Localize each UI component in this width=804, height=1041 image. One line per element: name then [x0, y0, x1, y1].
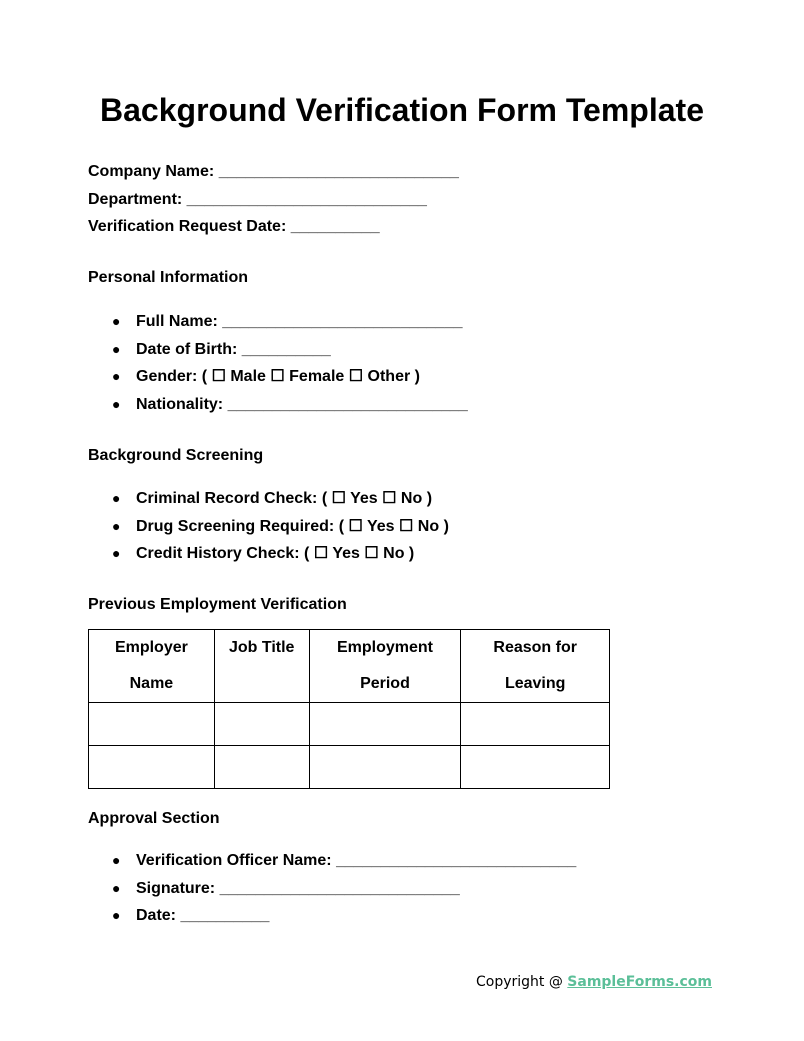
- personal-information-heading: Personal Information: [88, 269, 249, 286]
- page-title: Background Verification Form Template: [100, 92, 704, 128]
- employment-verification-heading: Previous Employment Verification: [88, 596, 347, 613]
- full-name-field: Full Name: ___________________________: [136, 313, 463, 330]
- table-cell[interactable]: [461, 746, 610, 789]
- list-item: [88, 308, 468, 336]
- background-screening-heading: Background Screening: [88, 447, 264, 464]
- bullet-icon: ●: [112, 852, 121, 868]
- criminal-record-check-field: Criminal Record Check: ( ☐ Yes ☐ No ): [136, 490, 433, 507]
- credit-history-check-field: Credit History Check: ( ☐ Yes ☐ No ): [136, 545, 415, 562]
- bullet-icon: ●: [112, 490, 121, 506]
- list-item: [88, 847, 576, 875]
- table-header-row: [89, 630, 610, 703]
- list-item: [88, 902, 576, 930]
- personal-information-list: [88, 308, 468, 418]
- table-cell[interactable]: [89, 703, 215, 746]
- signature-field: Signature: ___________________________: [136, 879, 460, 897]
- copyright-text: Copyright @: [475, 974, 568, 990]
- table-cell[interactable]: [309, 703, 461, 746]
- list-item: [88, 513, 449, 541]
- list-item: [88, 485, 449, 513]
- bullet-icon: ●: [112, 368, 121, 384]
- column-header-employer-name: Employer Name: [89, 630, 215, 703]
- nationality-field: Nationality: ___________________________: [136, 395, 468, 413]
- approval-section-list: [88, 847, 576, 930]
- bullet-icon: ●: [112, 545, 121, 561]
- sampleforms-link[interactable]: SampleForms.com: [567, 974, 712, 990]
- copyright-footer: [476, 970, 712, 994]
- bullet-icon: ●: [112, 517, 121, 534]
- list-item: [88, 391, 468, 419]
- verification-officer-name-field: Verification Officer Name: ___________________________: [136, 852, 577, 869]
- table-cell[interactable]: [214, 746, 309, 789]
- bullet-icon: ●: [112, 340, 121, 357]
- date-of-birth-field: Date of Birth: __________: [136, 340, 331, 358]
- approval-section-heading: Approval Section: [88, 810, 220, 827]
- column-header-job-title: Job Title: [214, 630, 309, 703]
- table-cell[interactable]: [89, 746, 215, 789]
- header-fields: [88, 158, 459, 241]
- list-item: [88, 336, 468, 364]
- gender-field: Gender: ( ☐ Male ☐ Female ☐ Other ): [136, 368, 420, 385]
- bullet-icon: ●: [112, 313, 121, 329]
- list-item: [88, 363, 468, 391]
- department-field: Department: ___________________________: [88, 190, 427, 208]
- employment-table: [88, 629, 610, 789]
- table-row: [89, 703, 610, 746]
- drug-screening-field: Drug Screening Required: ( ☐ Yes ☐ No ): [136, 517, 449, 535]
- list-item: [88, 875, 576, 903]
- table-cell[interactable]: [214, 703, 309, 746]
- table-cell[interactable]: [461, 703, 610, 746]
- column-header-employment-period: Employment Period: [309, 630, 461, 703]
- verification-request-date-field: Verification Request Date: __________: [88, 218, 380, 235]
- table-cell[interactable]: [309, 746, 461, 789]
- company-name-field: Company Name: ___________________________: [88, 163, 459, 180]
- column-header-reason-for-leaving: Reason for Leaving: [461, 630, 610, 703]
- date-field: Date: __________: [136, 907, 270, 924]
- bullet-icon: ●: [112, 395, 121, 412]
- background-screening-list: [88, 485, 449, 568]
- list-item: [88, 540, 449, 568]
- bullet-icon: ●: [112, 907, 121, 923]
- table-row: [89, 746, 610, 789]
- bullet-icon: ●: [112, 879, 121, 896]
